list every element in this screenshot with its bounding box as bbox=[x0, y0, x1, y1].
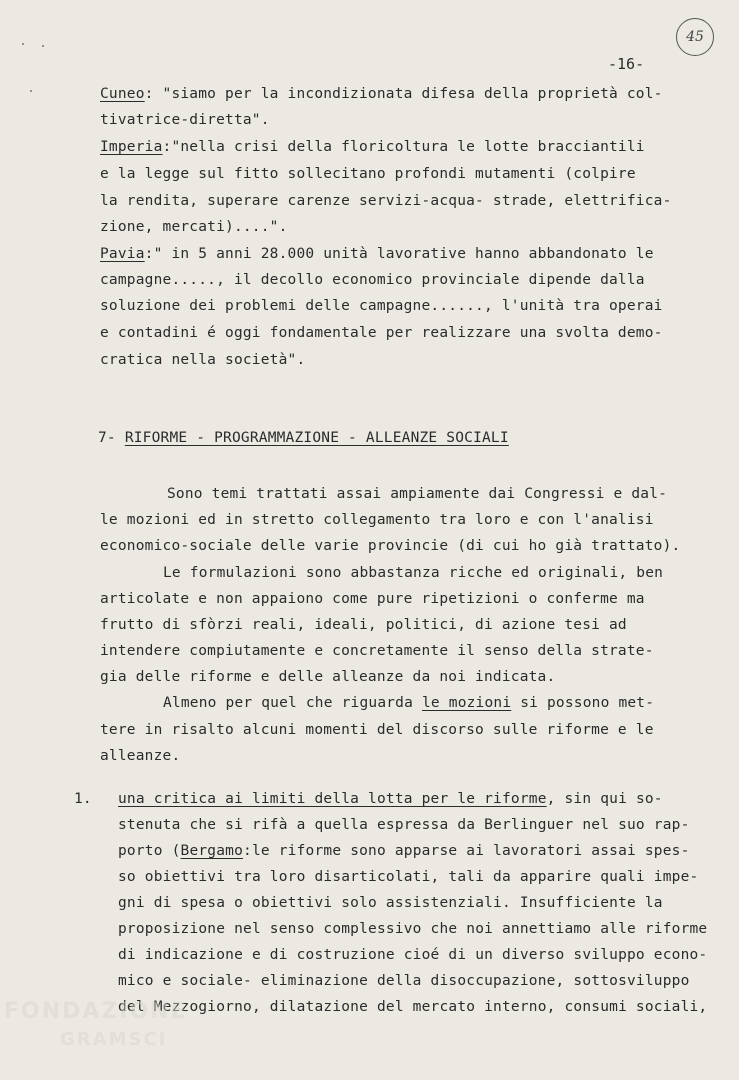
archive-stamp-number: 45 bbox=[676, 18, 714, 56]
pavia-line-2: campagne....., il decollo economico provinciale dipende dalla bbox=[100, 272, 645, 288]
mozioni-underlined: le mozioni bbox=[421, 695, 512, 711]
point-1-line-7: di indicazione e di costruzione cioé di un diverso sviluppo econo- bbox=[118, 947, 708, 963]
cuneo-label: Cuneo bbox=[100, 86, 145, 102]
p2-line-3: frutto di sfòrzi reali, ideali, politici, di azione tesi ad bbox=[100, 617, 627, 633]
point-1-line-5: gni di spesa o obiettivi solo assistenziali. Insufficiente la bbox=[118, 895, 663, 911]
point-1-number: 1. bbox=[74, 791, 92, 807]
section-7-heading bbox=[98, 430, 509, 446]
point-1-underlined: una critica ai limiti della lotta per le riforme bbox=[118, 791, 547, 807]
cuneo-line-1: Cuneo: "siamo per la incondizionata difesa della proprietà col- bbox=[100, 86, 663, 102]
pavia-line-4: e contadini é oggi fondamentale per realizzare una svolta demo- bbox=[100, 325, 663, 341]
imperia-line-1: Imperia:"nella crisi della floricoltura le lotte bracciantili bbox=[100, 139, 645, 155]
point-1-line-1: una critica ai limiti della lotta per le riforme, sin qui so- bbox=[118, 791, 663, 807]
cuneo-line-2: tivatrice-diretta". bbox=[100, 112, 270, 128]
margin-mark bbox=[22, 43, 24, 45]
watermark bbox=[0, 995, 200, 1080]
p2-line-5: gia delle riforme e delle alleanze da noi indicata. bbox=[100, 669, 556, 685]
p3-line-1: Almeno per quel che riguarda le mozioni si possono met- bbox=[163, 695, 655, 711]
p1-line-2: le mozioni ed in stretto collegamento tra loro e con l'analisi bbox=[100, 512, 654, 528]
watermark-line-1: FONDAZIONE bbox=[4, 999, 188, 1024]
section-title: RIFORME - PROGRAMMAZIONE - ALLEANZE SOCIALI bbox=[124, 430, 509, 446]
p3-line-3: alleanze. bbox=[100, 748, 181, 764]
point-1-line-3: porto (Bergamo:le riforme sono apparse ai lavoratori assai spes- bbox=[118, 843, 690, 859]
bergamo-label: Bergamo bbox=[180, 843, 244, 859]
point-1-line-8: mico e sociale- eliminazione della disoccupazione, sottosviluppo bbox=[118, 973, 690, 989]
imperia-line-3: la rendita, superare carenze servizi-acqua- strade, elettrifica- bbox=[100, 193, 672, 209]
watermark-line-2: GRAMSCI bbox=[60, 1029, 168, 1050]
pavia-line-3: soluzione dei problemi delle campagne......, l'unità tra operai bbox=[100, 298, 663, 314]
imperia-line-4: zione, mercati)....". bbox=[100, 219, 288, 235]
margin-mark bbox=[30, 90, 32, 92]
point-1-line-4: so obiettivi tra loro disarticolati, tali da apparire quali impe- bbox=[118, 869, 699, 885]
p2-line-2: articolate e non appaiono come pure ripetizioni o conferme ma bbox=[100, 591, 645, 607]
p2-line-4: intendere compiutamente e concretamente il senso della strate- bbox=[100, 643, 654, 659]
imperia-label: Imperia bbox=[100, 139, 163, 155]
point-1-line-2: stenuta che si rifà a quella espressa da Berlinguer nel suo rap- bbox=[118, 817, 690, 833]
pavia-line-1: Pavia:" in 5 anni 28.000 unità lavorative hanno abbandonato le bbox=[100, 246, 654, 262]
section-number: 7- bbox=[98, 430, 116, 446]
pavia-line-5: cratica nella società". bbox=[100, 352, 306, 368]
page-number: -16- bbox=[608, 55, 645, 73]
point-1-line-6: proposizione nel senso complessivo che noi annettiamo alle riforme bbox=[118, 921, 708, 937]
p2-line-1: Le formulazioni sono abbastanza ricche ed originali, ben bbox=[163, 565, 664, 581]
pavia-label: Pavia bbox=[100, 246, 145, 262]
point-1-line-9: del Mezzogiorno, dilatazione del mercato interno, consumi sociali, bbox=[118, 999, 708, 1015]
p3-line-2: tere in risalto alcuni momenti del discorso sulle riforme e le bbox=[100, 722, 654, 738]
p1-line-3: economico-sociale delle varie provincie (di cui ho già trattato). bbox=[100, 538, 681, 554]
p1-line-1: Sono temi trattati assai ampiamente dai Congressi e dal- bbox=[167, 486, 668, 502]
margin-mark bbox=[42, 45, 44, 47]
imperia-line-2: e la legge sul fitto sollecitano profondi mutamenti (colpire bbox=[100, 166, 636, 182]
